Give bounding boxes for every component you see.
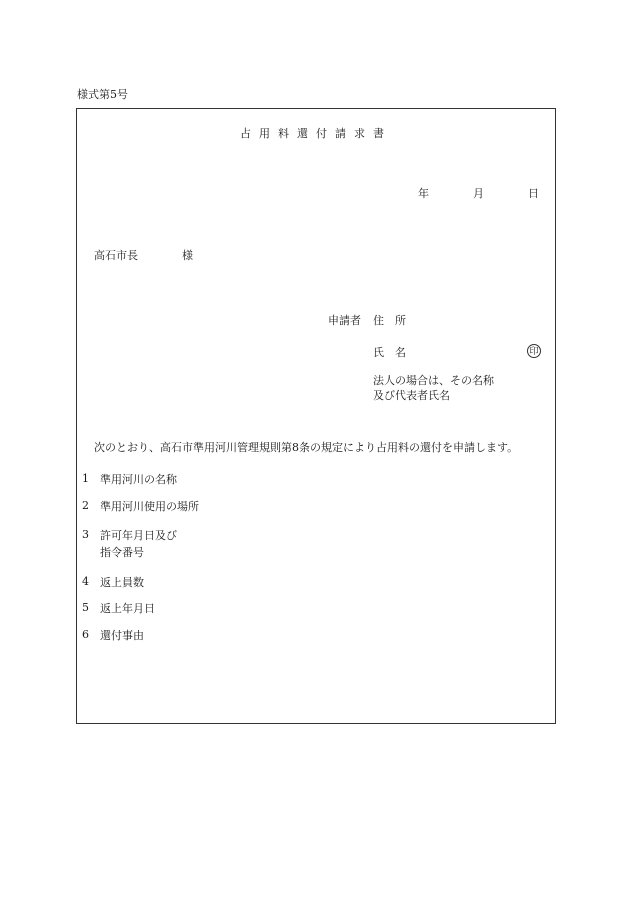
address-label: 住 所 (373, 314, 406, 327)
item-label: 許可年月日及び (100, 529, 177, 542)
item-river-name (82, 471, 177, 488)
day-label: 日 (528, 187, 539, 200)
item-number: 6 (82, 628, 89, 641)
item-label: 準用河川の名称 (100, 473, 177, 486)
corporation-note-line1: 法人の場合は、その名称 (373, 374, 494, 387)
corporation-note (373, 373, 494, 403)
item-number: 1 (82, 472, 89, 485)
recipient-name: 高石市長 (94, 249, 138, 262)
item-label: 還付事由 (100, 629, 144, 642)
item-number: 5 (82, 601, 89, 614)
item-label: 返上年月日 (100, 602, 155, 615)
month-label: 月 (473, 187, 484, 200)
form-frame (76, 108, 556, 724)
recipient (94, 248, 193, 263)
form-number: 様式第5号 (77, 88, 128, 101)
item-permit-date (82, 527, 177, 561)
applicant-label: 申請者 (328, 314, 361, 327)
seal-mark: 印 (527, 344, 541, 358)
item-label-line2: 指令番号 (100, 546, 144, 559)
corporation-note-line2: 及び代表者氏名 (373, 389, 450, 402)
item-number: 3 (82, 528, 89, 541)
item-number: 4 (82, 575, 89, 588)
item-label: 返上員数 (100, 576, 144, 589)
item-return-date (82, 600, 155, 617)
date-row (418, 186, 539, 201)
item-label: 準用河川使用の場所 (100, 500, 199, 513)
name-label: 氏 名 (373, 346, 406, 359)
form-title: 占用料還付請求書 (240, 127, 392, 140)
item-refund-reason (82, 627, 144, 644)
statement: 次のとおり、高石市準用河川管理規則第8条の規定により占用料の還付を申請します。 (94, 441, 519, 454)
year-label: 年 (418, 187, 429, 200)
item-river-location (82, 498, 199, 515)
recipient-honorific: 様 (182, 249, 193, 262)
item-return-count (82, 574, 144, 591)
item-number: 2 (82, 499, 89, 512)
